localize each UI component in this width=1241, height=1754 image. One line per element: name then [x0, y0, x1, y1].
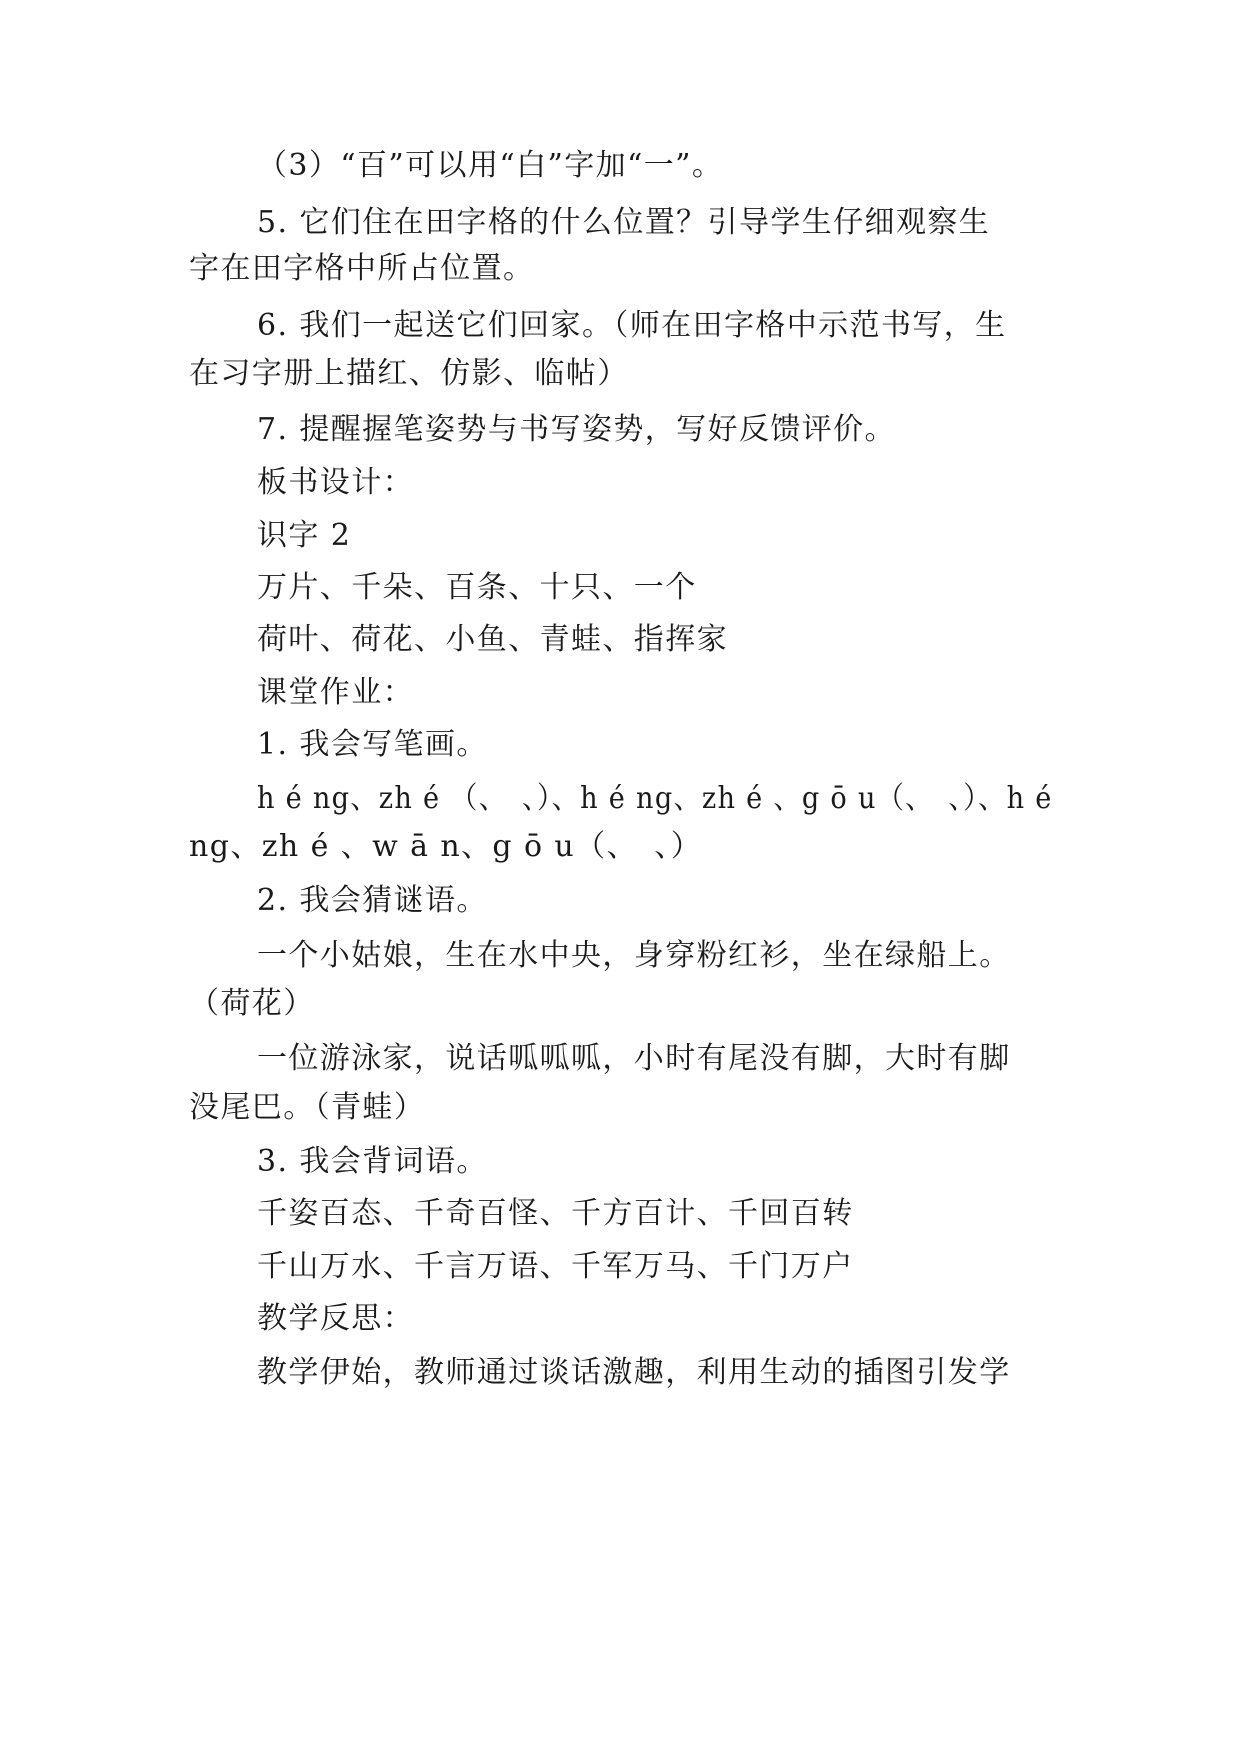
text-line-14: ng、zh é 、w ā n、g ō u（、 、） [189, 829, 703, 864]
text-line-15: 2. 我会猜谜语。 [257, 883, 488, 918]
text-line-20: 3. 我会背词语。 [257, 1144, 488, 1179]
text-line-11: 课堂作业： [257, 675, 414, 710]
text-line-19: 没尾巴。（青蛙） [189, 1090, 426, 1125]
text-line-23: 教学反思： [257, 1301, 414, 1336]
text-line-16: 一个小姑娘，生在水中央，身穿粉红衫，坐在绿船上。 [257, 938, 1011, 973]
text-line-3: 字在田字格中所占位置。 [189, 251, 535, 286]
text-line-18: 一位游泳家，说话呱呱呱，小时有尾没有脚，大时有脚 [257, 1041, 1011, 1076]
text-line-6: 7. 提醒握笔姿势与书写姿势，写好反馈评价。 [257, 412, 896, 447]
text-line-21: 千姿百态、千奇百怪、千方百计、千回百转 [257, 1196, 854, 1231]
text-line-8: 识字 2 [257, 518, 352, 553]
text-line-5: 在习字册上描红、仿影、临帖） [189, 356, 629, 391]
text-line-2: 5. 它们住在田字格的什么位置？引导学生仔细观察生 [257, 205, 991, 240]
text-line-12: 1. 我会写笔画。 [257, 727, 488, 762]
text-line-10: 荷叶、荷花、小鱼、青蛙、指挥家 [257, 622, 728, 657]
text-line-17: （荷花） [189, 986, 315, 1021]
text-line-13: h é ng、zh é （、 、）、h é ng、zh é 、g ō u（、 、）、h é [257, 781, 1053, 816]
text-line-22: 千山万水、千言万语、千军万马、千门万户 [257, 1249, 854, 1284]
text-line-9: 万片、千朵、百条、十只、一个 [257, 570, 697, 605]
text-line-4: 6. 我们一起送它们回家。（师在田字格中示范书写，生 [257, 308, 1007, 343]
text-line-24: 教学伊始，教师通过谈话激趣，利用生动的插图引发学 [257, 1355, 1011, 1390]
text-line-1: （3）“百”可以用“白”字加“一”。 [257, 148, 724, 183]
text-line-7: 板书设计： [257, 465, 414, 500]
